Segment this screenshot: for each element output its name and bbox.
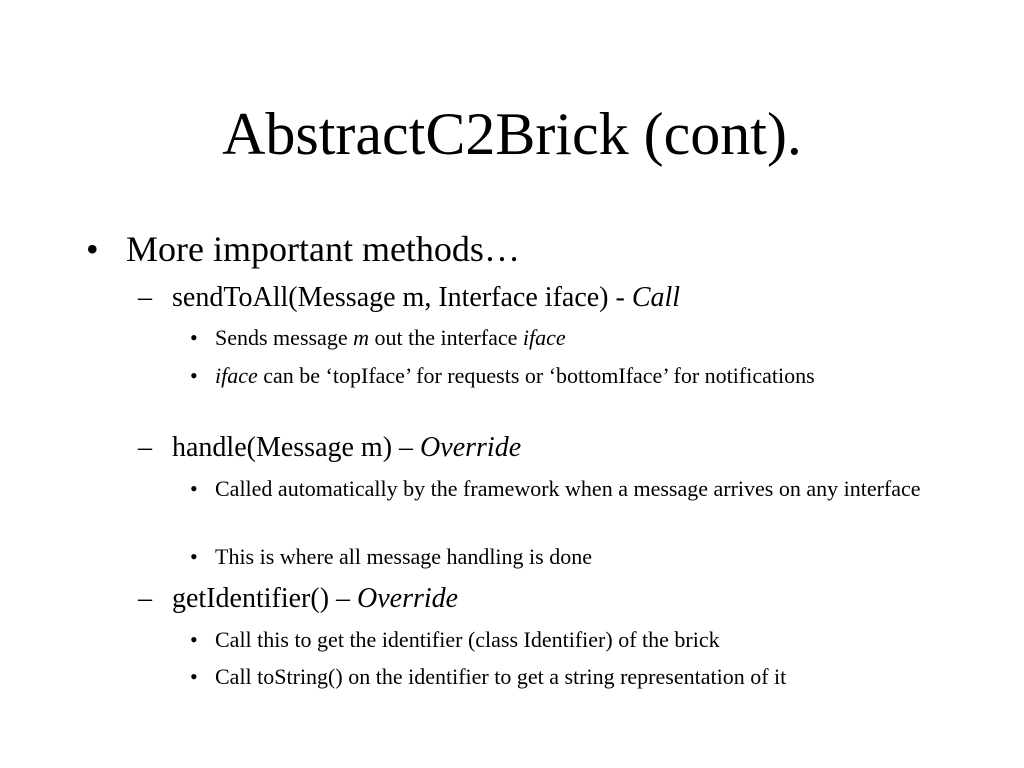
intro-text: More important methods… [126,229,520,269]
bullet-dot-icon: • [190,544,198,569]
detail-text-part: can be ‘topIface’ for requests or ‘bottomIface’ for notifications [257,363,815,388]
method-signature: sendToAll(Message m, Interface iface) - [172,282,632,313]
detail-text: Call this to get the identifier (class Identifier) of the brick [215,627,720,652]
method-tag: Override [357,583,459,614]
detail-emphasis: iface [522,325,566,350]
slide-title: AbstractC2Brick (cont). [222,101,802,167]
detail-text-part: out the interface [368,325,523,350]
detail-item [190,541,950,572]
bullet-dot-icon: • [86,229,99,269]
bullet-dot-icon: • [190,664,198,689]
detail-item [190,624,950,655]
bullet-dot-icon: • [190,363,198,388]
detail-item [190,360,950,391]
detail-item [190,661,950,692]
method-signature: handle(Message m) – [172,432,421,463]
detail-item [190,322,950,353]
detail-text [215,322,950,353]
method-signature: getIdentifier() – [172,583,358,614]
dash-icon: – [138,583,152,614]
detail-emphasis: iface [215,363,258,388]
method-text [172,432,521,464]
detail-text: Call toString() on the identifier to get a string representation of it [215,664,787,689]
method-text [172,583,458,615]
method-text [172,282,680,314]
method-tag: Override [420,432,522,463]
bullet-dot-icon: • [190,476,198,501]
dash-icon: – [138,282,152,313]
detail-emphasis: m [353,325,369,350]
bullet-dot-icon: • [190,627,198,652]
detail-text: Called automatically by the framework when a message arrives on any interface [215,476,921,501]
detail-text [215,360,950,391]
method-tag: Call [631,282,681,313]
detail-text-part: Sends message [215,325,354,350]
detail-item [190,473,950,504]
bullet-dot-icon: • [190,325,198,350]
detail-text: This is where all message handling is done [215,544,592,569]
dash-icon: – [138,432,152,463]
